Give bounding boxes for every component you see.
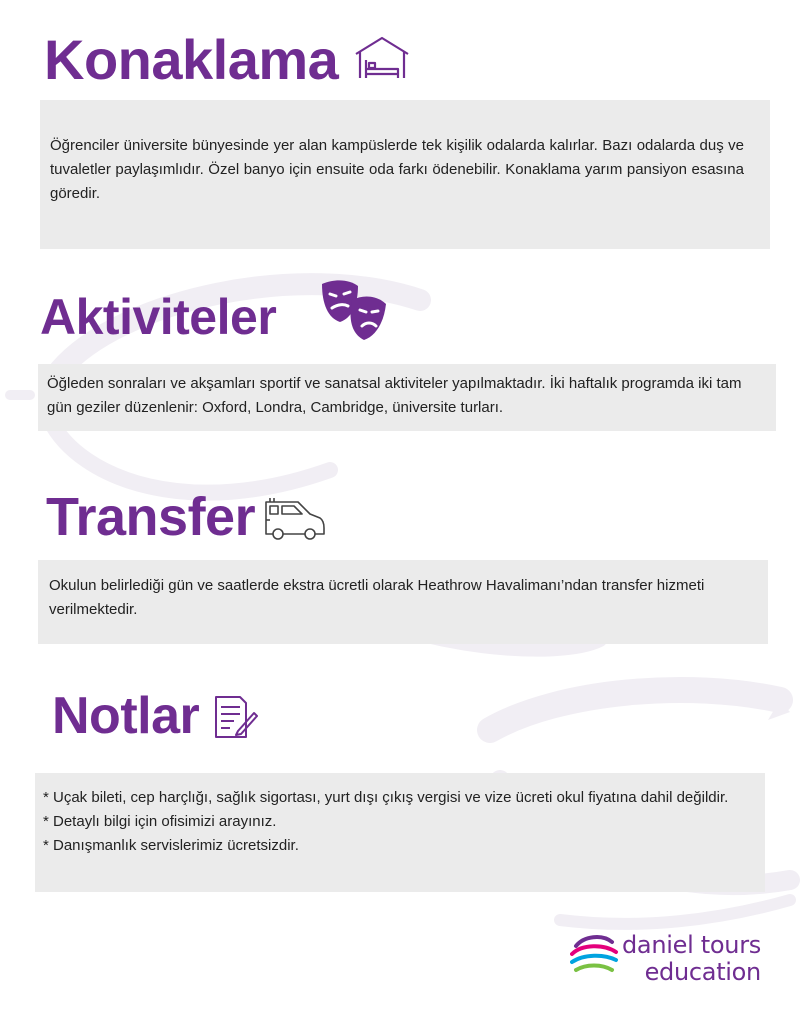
transfer-title: Transfer [46, 487, 256, 547]
note-line-2: * Detaylı bilgi için ofisimizi arayınız. [43, 813, 277, 830]
accommodation-text: Öğrenciler üniversite bünyesinde yer alan kampüslerde tek kişilik odalarda kalırlar. Bazı odalarda duş ve tuvaletler paylaşımlıdır. Özel banyo için ensuite oda farkı ödenebilir. Konaklama yarım pansiyon esasına göredir. [50, 137, 744, 202]
activities-box [38, 364, 776, 431]
logo-line-2: education [644, 958, 761, 986]
document-pen-icon [214, 695, 258, 739]
logo-swirl-icon [570, 932, 620, 978]
note-line-3: * Danışmanlık servislerimiz ücretsizdir. [43, 837, 299, 854]
accommodation-box [40, 100, 770, 249]
transfer-box [38, 560, 768, 644]
theater-masks-icon [318, 278, 390, 344]
activities-title: Aktiviteler [40, 289, 277, 345]
accommodation-title: Konaklama [44, 28, 339, 91]
daniel-tours-logo [570, 930, 780, 990]
house-bed-icon [354, 36, 410, 80]
van-icon [264, 496, 326, 540]
logo-line-1: daniel tours [622, 931, 761, 959]
notes-box [35, 773, 765, 892]
notes-title: Notlar [52, 687, 200, 745]
transfer-text: Okulun belirlediği gün ve saatlerde ekstra ücretli olarak Heathrow Havalimanı’ndan transfer hizmeti verilmektedir. [49, 577, 705, 618]
activities-text: Öğleden sonraları ve akşamları sportif ve sanatsal aktiviteler yapılmaktadır. İki haftalık programda iki tam gün geziler düzenlenir: Oxford, Londra, Cambridge, üniversite turları. [47, 375, 742, 416]
note-line-1: * Uçak bileti, cep harçlığı, sağlık sigortası, yurt dışı çıkış vergisi ve vize ücreti okul fiyatına dahil değildir. [43, 789, 729, 806]
